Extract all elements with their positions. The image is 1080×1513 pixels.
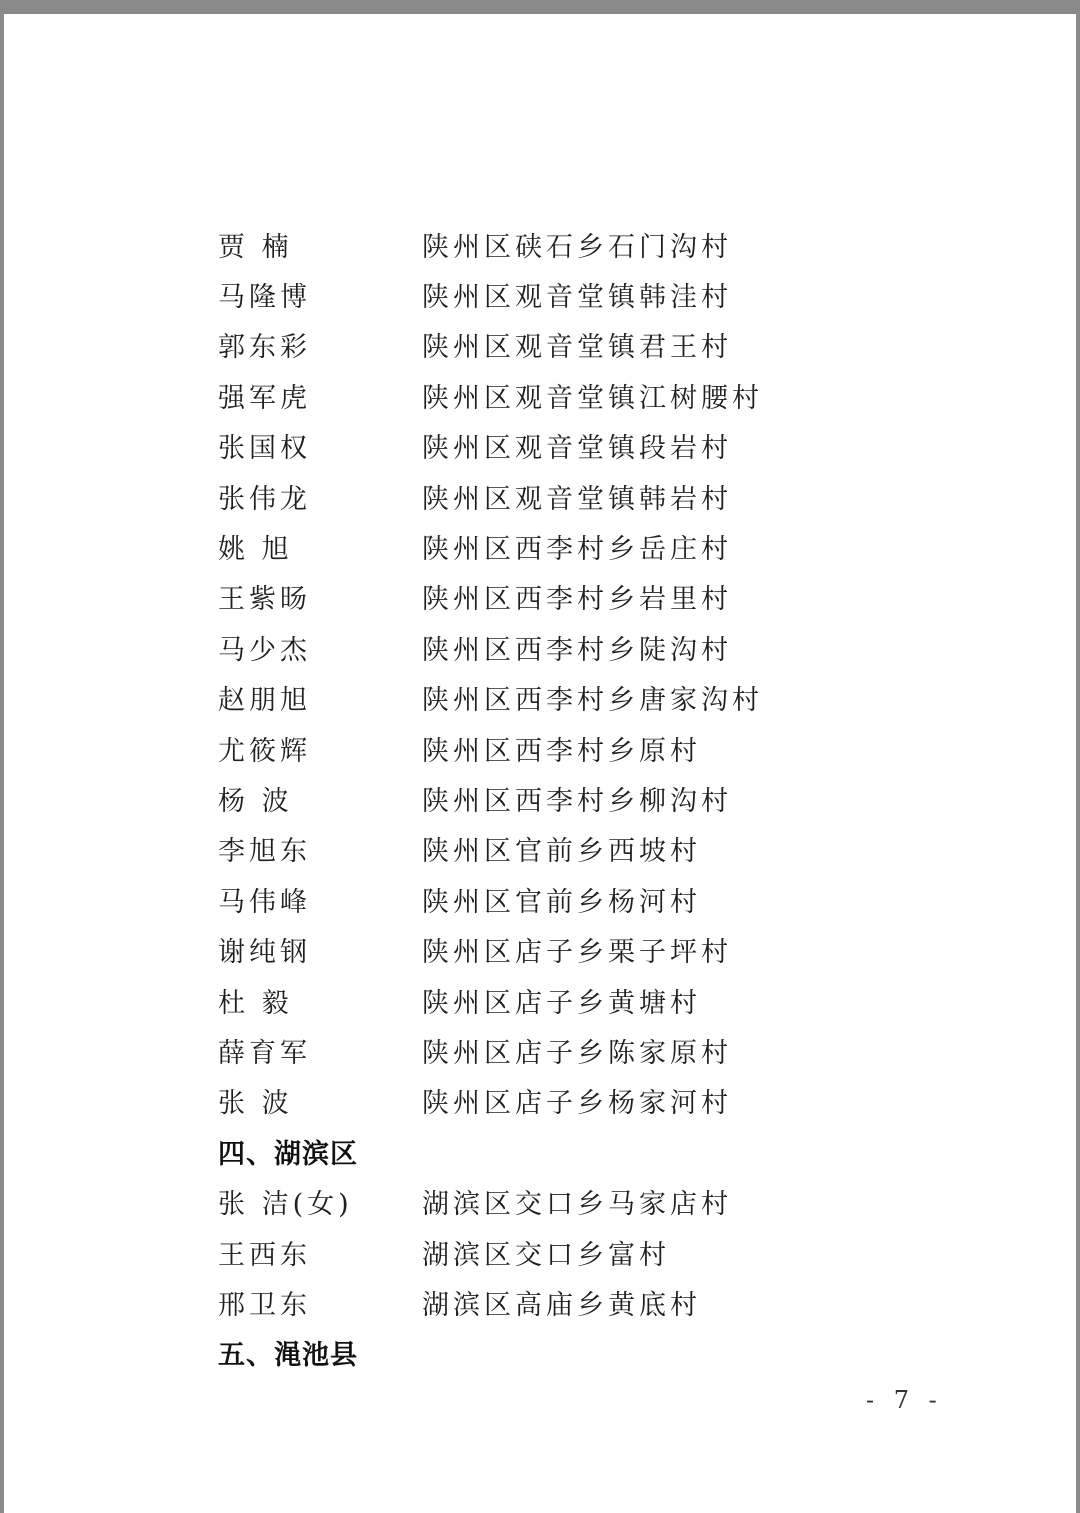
roster-row (218, 1076, 978, 1126)
roster-row (218, 1025, 978, 1075)
person-name: 马伟峰 (218, 886, 311, 918)
section-heading-mianchi: 五、渑池县 (218, 1340, 358, 1372)
person-name: 郭东彩 (218, 332, 311, 364)
roster-row (218, 773, 978, 823)
village-location: 陕州区观音堂镇韩岩村 (422, 483, 732, 515)
village-location: 陕州区店子乡栗子坪村 (422, 937, 732, 969)
village-location: 陕州区西李村乡岳庄村 (422, 534, 732, 566)
village-location: 陕州区观音堂镇韩洼村 (422, 282, 732, 314)
person-name: 姚 旭 (218, 534, 293, 566)
person-name: 贾 楠 (218, 231, 293, 263)
page-number: - 7 - (866, 1386, 943, 1414)
village-location: 湖滨区交口乡富村 (422, 1239, 670, 1271)
roster-row (218, 673, 978, 723)
village-location: 陕州区西李村乡陡沟村 (422, 634, 732, 666)
village-location: 湖滨区交口乡马家店村 (422, 1189, 732, 1221)
village-location: 陕州区店子乡黄塘村 (422, 987, 701, 1019)
section-heading-hubin: 四、湖滨区 (218, 1138, 358, 1170)
village-location: 陕州区观音堂镇段岩村 (422, 433, 732, 465)
person-name: 邢卫东 (218, 1289, 311, 1321)
roster-row (218, 723, 978, 773)
person-name: 尤筱辉 (218, 735, 311, 767)
village-location: 陕州区西李村乡原村 (422, 735, 701, 767)
person-name: 杜 毅 (218, 987, 293, 1019)
village-location: 陕州区硖石乡石门沟村 (422, 231, 732, 263)
person-name: 马隆博 (218, 282, 311, 314)
roster-row (218, 471, 978, 521)
roster-list (218, 219, 978, 1378)
village-location: 陕州区官前乡西坡村 (422, 836, 701, 868)
document-page (4, 14, 1076, 1513)
village-location: 陕州区西李村乡唐家沟村 (422, 685, 763, 717)
roster-group-hubin (218, 1176, 978, 1327)
village-location: 陕州区店子乡陈家原村 (422, 1037, 732, 1069)
village-location: 陕州区店子乡杨家河村 (422, 1088, 732, 1120)
roster-row (218, 421, 978, 471)
village-location: 陕州区观音堂镇江树腰村 (422, 382, 763, 414)
roster-row (218, 219, 978, 269)
village-location: 陕州区西李村乡岩里村 (422, 584, 732, 616)
roster-row (218, 824, 978, 874)
village-location: 陕州区观音堂镇君王村 (422, 332, 732, 364)
person-name: 谢纯钢 (218, 937, 311, 969)
roster-row (218, 1277, 978, 1327)
village-location: 陕州区官前乡杨河村 (422, 886, 701, 918)
roster-row (218, 370, 978, 420)
person-name: 张 洁(女) (218, 1189, 353, 1221)
person-name: 杨 波 (218, 785, 293, 817)
village-location: 陕州区西李村乡柳沟村 (422, 785, 732, 817)
roster-row (218, 1227, 978, 1277)
roster-row (218, 1176, 978, 1226)
roster-row (218, 320, 978, 370)
person-name: 王紫旸 (218, 584, 311, 616)
person-name: 薛育军 (218, 1037, 311, 1069)
person-name: 李旭东 (218, 836, 311, 868)
person-name: 张 波 (218, 1088, 293, 1120)
person-name: 张国权 (218, 433, 311, 465)
roster-row (218, 924, 978, 974)
person-name: 马少杰 (218, 634, 311, 666)
roster-row (218, 622, 978, 672)
person-name: 赵朋旭 (218, 685, 311, 717)
person-name: 张伟龙 (218, 483, 311, 515)
roster-row (218, 269, 978, 319)
roster-group-shanzhou (218, 219, 978, 1126)
person-name: 强军虎 (218, 382, 311, 414)
roster-row (218, 572, 978, 622)
roster-row (218, 874, 978, 924)
village-location: 湖滨区高庙乡黄底村 (422, 1289, 701, 1321)
roster-row (218, 975, 978, 1025)
person-name: 王西东 (218, 1239, 311, 1271)
roster-row (218, 521, 978, 571)
